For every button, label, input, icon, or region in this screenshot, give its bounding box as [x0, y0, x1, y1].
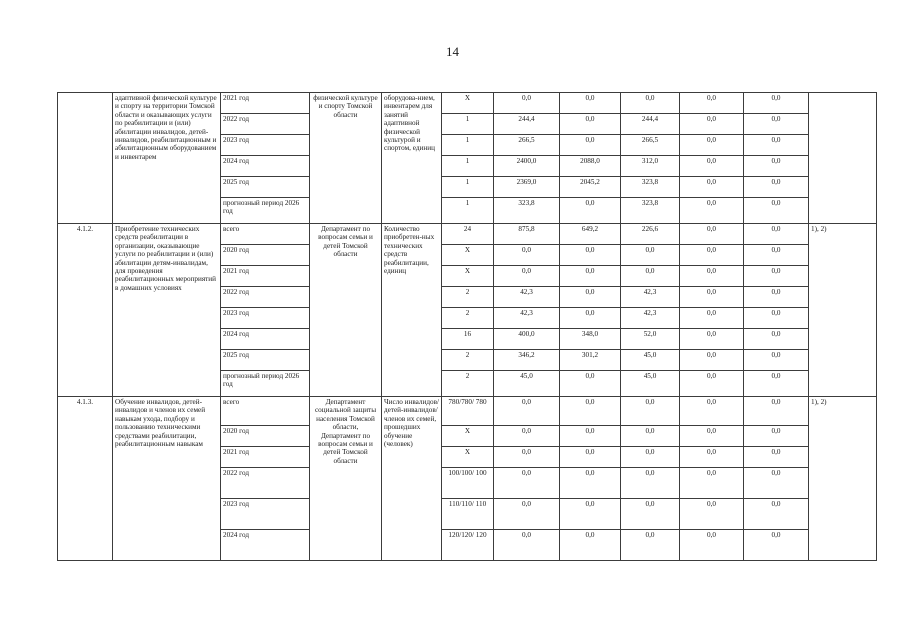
- period-cell: 2021 год: [221, 266, 310, 287]
- executor-cell: физической культуре и спорту Томской области: [310, 93, 382, 224]
- page-number: 14: [446, 44, 459, 59]
- total-funding: 0,0: [494, 530, 560, 561]
- period-cell: всего: [221, 224, 310, 245]
- total-funding: 346,2: [494, 350, 560, 371]
- indicator-value: Х: [442, 426, 494, 447]
- regional-funding: 0,0: [621, 426, 680, 447]
- local-funding: 0,0: [680, 350, 744, 371]
- total-funding: 0,0: [494, 468, 560, 499]
- total-funding: 266,5: [494, 135, 560, 156]
- indicator-value: 1: [442, 156, 494, 177]
- federal-funding: 0,0: [560, 287, 621, 308]
- regional-funding: 323,8: [621, 177, 680, 198]
- note-cell: 1), 2): [809, 224, 877, 397]
- federal-funding: 2045,2: [560, 177, 621, 198]
- period-cell: 2021 год: [221, 447, 310, 468]
- regional-funding: 0,0: [621, 499, 680, 530]
- other-funding: 0,0: [744, 177, 809, 198]
- total-funding: 0,0: [494, 266, 560, 287]
- regional-funding: 226,6: [621, 224, 680, 245]
- federal-funding: 0,0: [560, 135, 621, 156]
- local-funding: 0,0: [680, 177, 744, 198]
- other-funding: 0,0: [744, 198, 809, 224]
- indicator-value: 2: [442, 287, 494, 308]
- indicator-value: Х: [442, 93, 494, 114]
- federal-funding: 2088,0: [560, 156, 621, 177]
- period-cell: 2022 год: [221, 468, 310, 499]
- federal-funding: 0,0: [560, 447, 621, 468]
- local-funding: 0,0: [680, 499, 744, 530]
- local-funding: 0,0: [680, 93, 744, 114]
- indicator-value: 2: [442, 371, 494, 397]
- regional-funding: 0,0: [621, 447, 680, 468]
- indicator-value: 100/100/ 100: [442, 468, 494, 499]
- federal-funding: 0,0: [560, 114, 621, 135]
- local-funding: 0,0: [680, 135, 744, 156]
- total-funding: 0,0: [494, 397, 560, 426]
- other-funding: 0,0: [744, 93, 809, 114]
- period-cell: прогнозный период 2026 год: [221, 371, 310, 397]
- total-funding: 45,0: [494, 371, 560, 397]
- regional-funding: 312,0: [621, 156, 680, 177]
- federal-funding: 0,0: [560, 499, 621, 530]
- table-row: [58, 93, 877, 114]
- regional-funding: 323,8: [621, 198, 680, 224]
- total-funding: 0,0: [494, 93, 560, 114]
- regional-funding: 45,0: [621, 371, 680, 397]
- total-funding: 0,0: [494, 245, 560, 266]
- federal-funding: 0,0: [560, 198, 621, 224]
- indicator-value: Х: [442, 245, 494, 266]
- period-cell: прогнозный период 2026 год: [221, 198, 310, 224]
- total-funding: 875,8: [494, 224, 560, 245]
- other-funding: 0,0: [744, 114, 809, 135]
- period-cell: всего: [221, 397, 310, 426]
- note-cell: 1), 2): [809, 397, 877, 561]
- total-funding: 2369,0: [494, 177, 560, 198]
- other-funding: 0,0: [744, 371, 809, 397]
- federal-funding: 348,0: [560, 329, 621, 350]
- federal-funding: 0,0: [560, 245, 621, 266]
- local-funding: 0,0: [680, 266, 744, 287]
- other-funding: 0,0: [744, 266, 809, 287]
- total-funding: 323,8: [494, 198, 560, 224]
- period-cell: 2025 год: [221, 350, 310, 371]
- indicator-value: 1: [442, 177, 494, 198]
- activity-code: 4.1.3.: [58, 397, 113, 561]
- regional-funding: 0,0: [621, 397, 680, 426]
- federal-funding: 301,2: [560, 350, 621, 371]
- local-funding: 0,0: [680, 397, 744, 426]
- other-funding: 0,0: [744, 156, 809, 177]
- federal-funding: 0,0: [560, 468, 621, 499]
- federal-funding: 0,0: [560, 530, 621, 561]
- executor-cell: Департамент социальной защиты населения Томской области, Департамент по вопросам семьи и детей Томской области: [310, 397, 382, 561]
- activity-description: адаптивной физической культуре и спорту на территории Томской области и оказывающих услуги по реабилитации и (или) абилитации инвалидов, детей-инвалидов, реабилитационным и абилитационным оборудованием и инвентарем: [113, 93, 221, 224]
- federal-funding: 0,0: [560, 266, 621, 287]
- other-funding: 0,0: [744, 308, 809, 329]
- other-funding: 0,0: [744, 426, 809, 447]
- indicator-value: 2: [442, 350, 494, 371]
- period-cell: 2024 год: [221, 329, 310, 350]
- period-cell: 2023 год: [221, 135, 310, 156]
- table-row: [58, 397, 877, 426]
- local-funding: 0,0: [680, 114, 744, 135]
- indicator-value: 780/780/ 780: [442, 397, 494, 426]
- activity-code: [58, 93, 113, 224]
- federal-funding: 649,2: [560, 224, 621, 245]
- local-funding: 0,0: [680, 287, 744, 308]
- other-funding: 0,0: [744, 329, 809, 350]
- federal-funding: 0,0: [560, 93, 621, 114]
- indicator-value: 1: [442, 114, 494, 135]
- local-funding: 0,0: [680, 156, 744, 177]
- period-cell: 2020 год: [221, 426, 310, 447]
- total-funding: 0,0: [494, 426, 560, 447]
- indicator-value: 1: [442, 135, 494, 156]
- indicator-value: Х: [442, 266, 494, 287]
- other-funding: 0,0: [744, 397, 809, 426]
- activity-description: Обучение инвалидов, детей-инвалидов и членов их семей навыкам ухода, подбору и пользованию техническими средствами реабилитации, реабилитационным навыкам: [113, 397, 221, 561]
- other-funding: 0,0: [744, 468, 809, 499]
- indicator-value: 1: [442, 198, 494, 224]
- regional-funding: 0,0: [621, 468, 680, 499]
- regional-funding: 0,0: [621, 266, 680, 287]
- regional-funding: 244,4: [621, 114, 680, 135]
- other-funding: 0,0: [744, 350, 809, 371]
- local-funding: 0,0: [680, 530, 744, 561]
- period-cell: 2021 год: [221, 93, 310, 114]
- total-funding: 42,3: [494, 287, 560, 308]
- indicator-value: 120/120/ 120: [442, 530, 494, 561]
- executor-cell: Департамент по вопросам семьи и детей Томской области: [310, 224, 382, 397]
- local-funding: 0,0: [680, 447, 744, 468]
- local-funding: 0,0: [680, 224, 744, 245]
- other-funding: 0,0: [744, 447, 809, 468]
- activity-code: 4.1.2.: [58, 224, 113, 397]
- local-funding: 0,0: [680, 371, 744, 397]
- regional-funding: 0,0: [621, 245, 680, 266]
- total-funding: 42,3: [494, 308, 560, 329]
- period-cell: 2025 год: [221, 177, 310, 198]
- federal-funding: 0,0: [560, 371, 621, 397]
- period-cell: 2022 год: [221, 287, 310, 308]
- local-funding: 0,0: [680, 198, 744, 224]
- period-cell: 2024 год: [221, 530, 310, 561]
- other-funding: 0,0: [744, 135, 809, 156]
- indicator-value: Х: [442, 447, 494, 468]
- other-funding: 0,0: [744, 287, 809, 308]
- local-funding: 0,0: [680, 329, 744, 350]
- period-cell: 2023 год: [221, 308, 310, 329]
- table-row: [58, 224, 877, 245]
- total-funding: 2400,0: [494, 156, 560, 177]
- federal-funding: 0,0: [560, 397, 621, 426]
- period-cell: 2022 год: [221, 114, 310, 135]
- program-activities-table: [57, 92, 877, 561]
- regional-funding: 42,3: [621, 308, 680, 329]
- regional-funding: 0,0: [621, 530, 680, 561]
- regional-funding: 266,5: [621, 135, 680, 156]
- indicator-value: 2: [442, 308, 494, 329]
- other-funding: 0,0: [744, 499, 809, 530]
- regional-funding: 52,0: [621, 329, 680, 350]
- regional-funding: 42,3: [621, 287, 680, 308]
- local-funding: 0,0: [680, 308, 744, 329]
- other-funding: 0,0: [744, 245, 809, 266]
- indicator-value: 110/110/ 110: [442, 499, 494, 530]
- other-funding: 0,0: [744, 530, 809, 561]
- local-funding: 0,0: [680, 426, 744, 447]
- indicator-cell: Количество приобретен-ных технических средств реабилитации, единиц: [382, 224, 442, 397]
- total-funding: 244,4: [494, 114, 560, 135]
- total-funding: 400,0: [494, 329, 560, 350]
- local-funding: 0,0: [680, 245, 744, 266]
- indicator-cell: оборудова-нием, инвентарем для занятий адаптивной физической культурой и спортом, единиц: [382, 93, 442, 224]
- regional-funding: 0,0: [621, 93, 680, 114]
- indicator-value: 16: [442, 329, 494, 350]
- federal-funding: 0,0: [560, 426, 621, 447]
- activity-description: Приобретение технических средств реабилитации в организации, оказывающие услуги по реабилитации и (или) абилитации детям-инвалидам, для проведения реабилитационных мероприятий в домашних условиях: [113, 224, 221, 397]
- period-cell: 2020 год: [221, 245, 310, 266]
- period-cell: 2024 год: [221, 156, 310, 177]
- total-funding: 0,0: [494, 447, 560, 468]
- local-funding: 0,0: [680, 468, 744, 499]
- regional-funding: 45,0: [621, 350, 680, 371]
- indicator-value: 24: [442, 224, 494, 245]
- other-funding: 0,0: [744, 224, 809, 245]
- federal-funding: 0,0: [560, 308, 621, 329]
- total-funding: 0,0: [494, 499, 560, 530]
- period-cell: 2023 год: [221, 499, 310, 530]
- indicator-cell: Число инвалидов/ детей-инвалидов/ членов их семей, прошедших обучение (человек): [382, 397, 442, 561]
- note-cell: [809, 93, 877, 224]
